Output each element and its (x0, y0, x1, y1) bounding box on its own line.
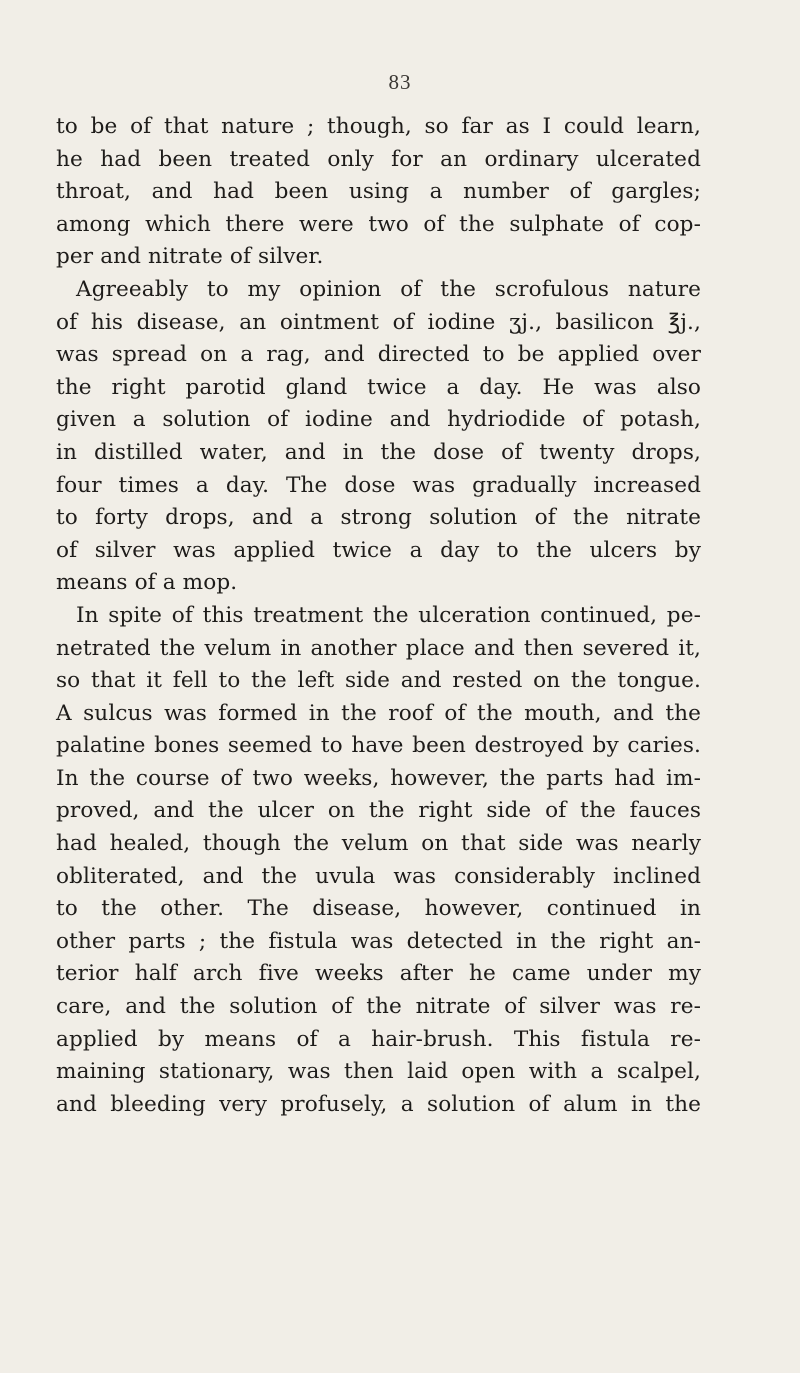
text-line: netrated the velum in another place and then severed it, (56, 635, 701, 661)
text-line: per and nitrate of silver. (56, 244, 324, 270)
text-line: of his disease, an ointment of iodine ʒj., basilicon ℥j., (56, 309, 701, 335)
text-line: had healed, though the velum on that side was nearly (56, 831, 701, 857)
text-line: throat, and had been using a number of gargles; (56, 179, 701, 205)
text-line: the right parotid gland twice a day. He was also (56, 374, 701, 400)
text-line: among which there were two of the sulphate of cop- (56, 211, 701, 237)
paragraph-start-line: In spite of this treatment the ulceration continued, pe- (76, 602, 701, 628)
text-line: terior half arch five weeks after he came under my (56, 961, 701, 987)
text-line: to the other. The disease, however, continued in (56, 896, 701, 922)
text-line: proved, and the ulcer on the right side of the fauces (56, 798, 701, 824)
body-text (56, 111, 701, 1121)
text-line: maining stationary, was then laid open with a scalpel, (56, 1059, 701, 1085)
text-line: obliterated, and the uvula was considerably inclined (56, 863, 701, 889)
text-line: given a solution of iodine and hydriodide of potash, (56, 407, 701, 433)
text-line: applied by means of a hair-brush. This fistula re- (56, 1026, 701, 1052)
text-line: four times a day. The dose was gradually increased (56, 472, 701, 498)
text-line: other parts ; the fistula was detected in the right an- (56, 928, 701, 954)
text-line: to be of that nature ; though, so far as I could learn, (56, 114, 701, 139)
page-number: 83 (388, 70, 412, 94)
text-line: in distilled water, and in the dose of twenty drops, (56, 439, 701, 465)
text-line: so that it fell to the left side and rested on the tongue. (56, 668, 701, 694)
text-line: and bleeding very profusely, a solution of alum in the (56, 1091, 701, 1117)
text-line: palatine bones seemed to have been destroyed by caries. (56, 733, 701, 759)
text-line: A sulcus was formed in the roof of the mouth, and the (56, 700, 701, 726)
text-line: In the course of two weeks, however, the parts had im- (56, 765, 701, 791)
text-line: of silver was applied twice a day to the ulcers by (56, 537, 701, 563)
text-line: to forty drops, and a strong solution of the nitrate (56, 505, 701, 531)
text-line: care, and the solution of the nitrate of silver was re- (56, 994, 701, 1020)
text-line: he had been treated only for an ordinary ulcerated (56, 146, 701, 172)
text-line: means of a mop. (56, 570, 238, 596)
text-line: was spread on a rag, and directed to be applied over (56, 342, 701, 368)
paragraph-start-line: Agreeably to my opinion of the scrofulous nature (76, 276, 701, 302)
